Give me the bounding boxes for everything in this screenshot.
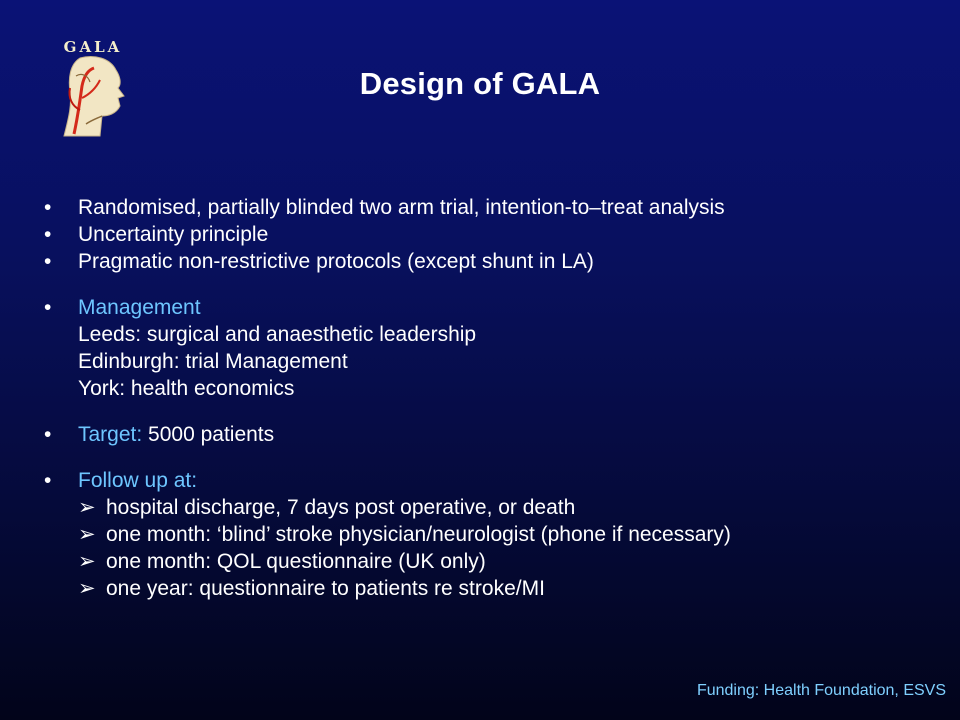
management-line: Edinburgh: trial Management (78, 350, 348, 373)
follow-up-text: one month: QOL questionnaire (UK only) (106, 550, 486, 573)
bullet-text: Pragmatic non-restrictive protocols (except shunt in LA) (78, 250, 594, 273)
follow-up-item (78, 494, 934, 521)
follow-up-text: one month: ‘blind’ stroke physician/neurologist (phone if necessary) (106, 523, 731, 546)
management-line: York: health economics (78, 377, 295, 400)
bullet-management (44, 294, 934, 402)
follow-up-heading: Follow up at: (78, 469, 198, 492)
bullet-dot-icon: • (44, 423, 52, 446)
target-label: Target: (78, 423, 143, 446)
bullet-text: Uncertainty principle (78, 223, 269, 246)
follow-up-item (78, 575, 934, 602)
bullet-dot-icon: • (44, 250, 52, 273)
follow-up-item (78, 548, 934, 575)
bullet-target (44, 421, 934, 448)
follow-up-text: one year: questionnaire to patients re stroke/MI (106, 577, 545, 600)
bullet-dot-icon: • (44, 296, 52, 319)
target-value: 5000 patients (142, 423, 275, 446)
bullet-uncertainty (44, 221, 934, 248)
management-line: Leeds: surgical and anaesthetic leadership (78, 323, 477, 346)
slide-content (44, 194, 934, 602)
bullet-dot-icon: • (44, 469, 52, 492)
bullet-dot-icon: • (44, 223, 52, 246)
bullet-protocols (44, 248, 934, 275)
slide-title: Design of GALA (359, 66, 601, 101)
management-heading: Management (78, 296, 201, 319)
follow-up-text: hospital discharge, 7 days post operative, or death (106, 496, 576, 519)
logo-text: GALA (63, 38, 123, 56)
bullet-trial-design (44, 194, 934, 221)
arrowhead-bullet-icon: ➢ (78, 523, 96, 546)
arrowhead-bullet-icon: ➢ (78, 496, 96, 519)
arrowhead-bullet-icon: ➢ (78, 550, 96, 573)
funding-note: Funding: Health Foundation, ESVS (696, 682, 946, 699)
follow-up-item (78, 521, 934, 548)
bullet-dot-icon: • (44, 196, 52, 219)
arrowhead-bullet-icon: ➢ (78, 577, 96, 600)
bullet-follow-up (44, 467, 934, 494)
bullet-text: Randomised, partially blinded two arm trial, intention-to–treat analysis (78, 196, 725, 219)
